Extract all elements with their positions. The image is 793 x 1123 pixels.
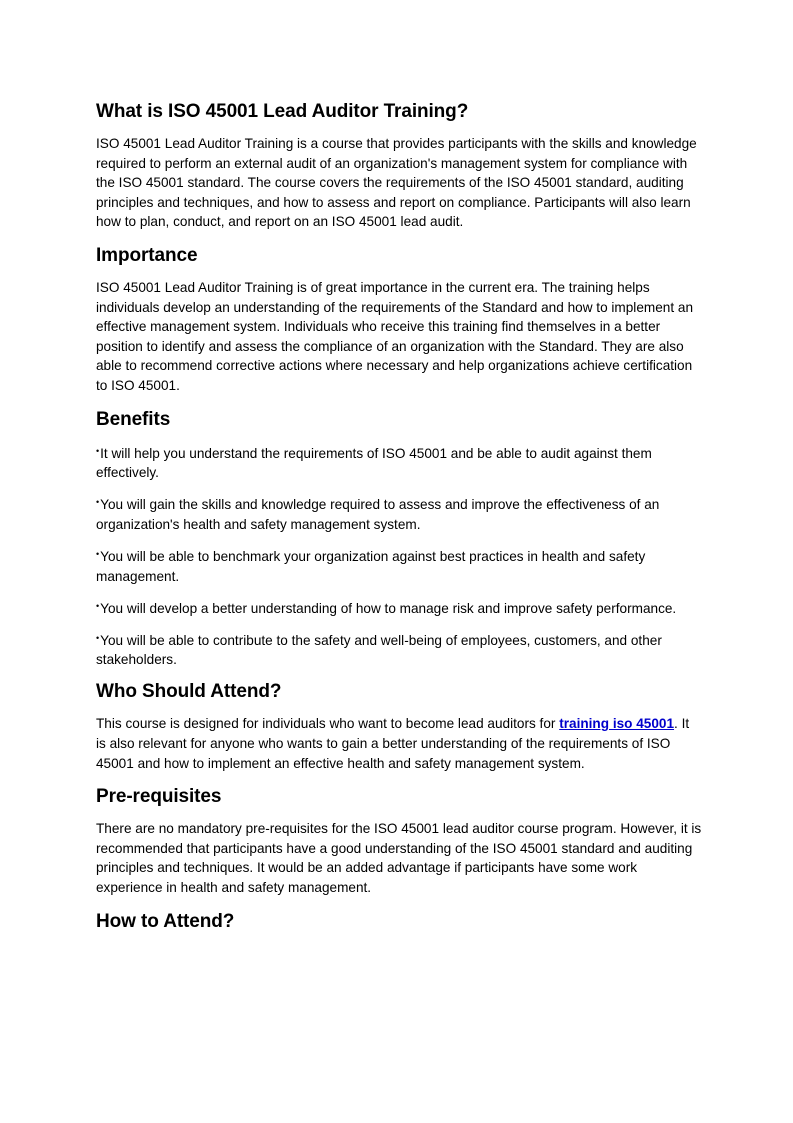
benefit-text: You will be able to benchmark your organization against best practices in health and safety management. bbox=[96, 548, 646, 584]
benefit-text: You will develop a better understanding of how to manage risk and improve safety performance. bbox=[100, 600, 677, 616]
heading-how-to-attend: How to Attend? bbox=[96, 910, 235, 932]
bullet-icon: • bbox=[96, 548, 100, 559]
bullet-icon: • bbox=[96, 497, 100, 508]
heading-importance: Importance bbox=[96, 244, 198, 266]
training-iso-45001-link[interactable]: training iso 45001 bbox=[559, 716, 675, 732]
benefit-item bbox=[96, 545, 702, 586]
heading-who-should-attend: Who Should Attend? bbox=[96, 681, 282, 703]
document-page bbox=[96, 100, 702, 944]
benefit-text: You will be able to contribute to the safety and well-being of employees, customers, and other stakeholders. bbox=[96, 632, 662, 668]
paragraph-prerequisites: There are no mandatory pre-requisites for the ISO 45001 lead auditor course program. However, it is recommended that participants have a good understanding of the ISO 45001 standard and auditing principles and techniques. It would be an added advantage if participants have some work experience in health and safety management. bbox=[96, 821, 702, 895]
who-text-before: This course is designed for individuals who want to become lead auditors for bbox=[96, 716, 560, 732]
benefit-item bbox=[96, 442, 702, 483]
paragraph-importance: ISO 45001 Lead Auditor Training is of great importance in the current era. The training helps individuals develop an understanding of the requirements of the Standard and how to implement an effective management system. Individuals who receive this training find themselves in a better position to identify and assess the compliance of an organization with the Standard. They are also able to recommend corrective actions where necessary and help organizations achieve certification to ISO 45001. bbox=[96, 279, 694, 393]
bullet-icon: • bbox=[96, 632, 100, 643]
benefit-item bbox=[96, 493, 702, 534]
who-text-after: . It is also relevant for anyone who wants to gain a better understanding of the requirements of ISO 45001 and how to implement an effective health and safety management system. bbox=[96, 716, 690, 771]
paragraph-who-should-attend bbox=[96, 714, 702, 773]
benefit-item bbox=[96, 597, 702, 619]
paragraph-what-is: ISO 45001 Lead Auditor Training is a course that provides participants with the skills and knowledge required to perform an external audit of an organization's management system for compliance with the ISO 45001 standard. The course covers the requirements of the ISO 45001 standard, auditing principles and techniques, and how to assess and report on compliance. Participants will also learn how to plan, conduct, and report on an ISO 45001 lead audit. bbox=[96, 136, 697, 230]
benefit-text: It will help you understand the requirements of ISO 45001 and be able to audit against them effectively. bbox=[96, 445, 652, 481]
heading-prerequisites: Pre-requisites bbox=[96, 786, 222, 808]
bullet-icon: • bbox=[96, 600, 100, 611]
heading-benefits: Benefits bbox=[96, 408, 171, 430]
benefits-list bbox=[96, 442, 702, 670]
heading-what-is: What is ISO 45001 Lead Auditor Training? bbox=[96, 101, 469, 122]
bullet-icon: • bbox=[96, 445, 100, 456]
benefit-item bbox=[96, 629, 702, 670]
benefit-text: You will gain the skills and knowledge required to assess and improve the effectiveness of an organization's health and safety management system. bbox=[96, 497, 660, 532]
